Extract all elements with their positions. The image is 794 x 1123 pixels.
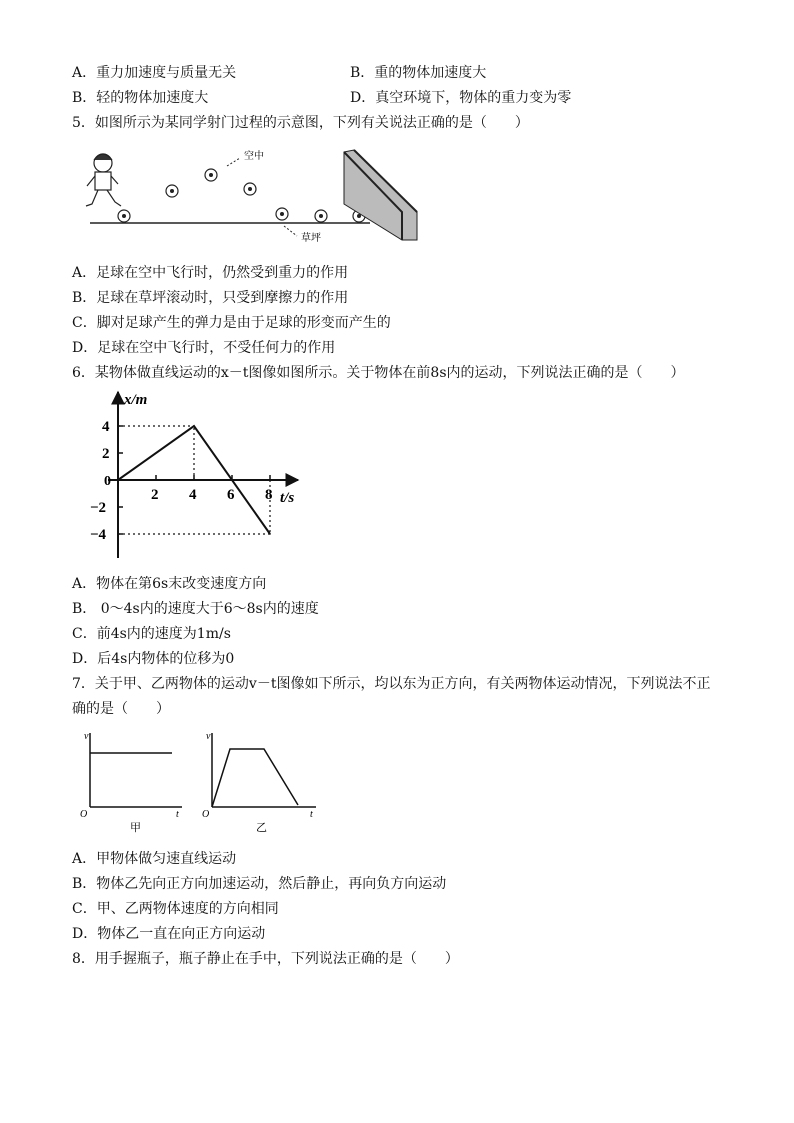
q7-option-b: B．物体乙先向正方向加速运动，然后静止，再向负方向运动: [72, 876, 447, 892]
y-axis-label: x/m: [124, 392, 148, 408]
vt-graph-jia: [78, 727, 188, 837]
q6-option-d: D．后4s内物体的位移为0: [72, 651, 235, 667]
q7-option-c: C．甲、乙两物体速度的方向相同: [72, 901, 279, 917]
svg-text:v: v: [84, 731, 89, 742]
x-tick-label-6: 6: [227, 487, 235, 503]
y-tick-label-2: 2: [102, 446, 110, 462]
origin-label: 0: [104, 474, 111, 489]
q6-option-b: B． 0～4s内的速度大于6～8s内的速度: [72, 601, 319, 617]
y-tick-label--4: −4: [90, 527, 107, 543]
svg-text:O: O: [202, 809, 210, 820]
y-tick-label-4: 4: [102, 419, 110, 435]
label-jia: 甲: [130, 822, 141, 834]
q5-option-a: A．足球在空中飞行时，仍然受到重力的作用: [72, 265, 349, 281]
q8-stem: 8．用手握瓶子，瓶子静止在手中，下列说法正确的是（ ）: [72, 951, 459, 967]
q6-stem: 6．某物体做直线运动的x－t图像如图所示。关于物体在前8s内的运动，下列说法正确的是（ ）: [72, 365, 685, 381]
x-tick-label-2: 2: [151, 487, 159, 503]
yi-velocity-line: [212, 749, 298, 807]
q5-option-b: B．足球在草坪滚动时，只受到摩擦力的作用: [72, 290, 349, 306]
q7-stem-line2: 确的是（ ）: [72, 701, 170, 717]
y-tick-label--2: −2: [90, 500, 107, 516]
q5-figure: [72, 144, 422, 244]
label-air: 空中: [244, 151, 264, 162]
q6-option-a: A．物体在第6s末改变速度方向: [72, 576, 267, 592]
vt-graph-yi: [200, 727, 325, 837]
label-grass: 草坪: [301, 233, 321, 244]
svg-text:O: O: [80, 809, 88, 820]
q7-option-d: D．物体乙一直在向正方向运动: [72, 926, 266, 942]
q4-option-b: B．重的物体加速度大: [350, 65, 487, 81]
q7-option-a: A．甲物体做匀速直线运动: [72, 851, 237, 867]
q5-option-d: D．足球在空中飞行时，不受任何力的作用: [72, 340, 336, 356]
series-point-1: [193, 425, 195, 427]
xt-chart: [80, 386, 310, 566]
svg-text:v: v: [206, 731, 211, 742]
x-axis-label: t/s: [280, 490, 295, 506]
ball-marks: [118, 169, 365, 222]
q6-option-c: C．前4s内的速度为1m/s: [72, 626, 231, 642]
x-tick-label-8: 8: [265, 487, 273, 503]
player-figure: [86, 154, 121, 206]
q5-stem: 5．如图所示为某同学射门过程的示意图，下列有关说法正确的是（ ）: [72, 115, 529, 131]
q4-option-a: A．重力加速度与质量无关: [72, 65, 237, 81]
q7-stem-line1: 7．关于甲、乙两物体的运动v－t图像如下所示，均以东为正方向，有关两物体运动情况，下列说法不正: [72, 676, 711, 692]
goal-net: [344, 150, 417, 240]
label-yi: 乙: [256, 822, 267, 834]
svg-text:t: t: [310, 809, 313, 820]
q4-option-d: D．真空环境下，物体的重力变为零: [350, 90, 572, 106]
svg-text:t: t: [176, 809, 179, 820]
series-point-0: [117, 479, 119, 481]
q4-option-c: B．轻的物体加速度大: [72, 90, 209, 106]
series-point-2: [269, 533, 271, 535]
q5-option-c: C．脚对足球产生的弹力是由于足球的形变而产生的: [72, 315, 391, 331]
x-tick-label-4: 4: [189, 487, 197, 503]
